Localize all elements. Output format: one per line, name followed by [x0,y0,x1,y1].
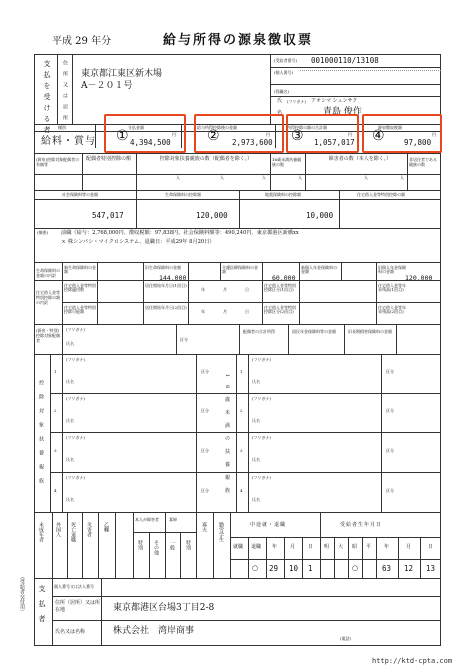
care-amount: 60,000 [272,274,296,282]
payer-phone-label: (電話) [340,636,352,641]
mid-col-month: 月 [290,544,296,550]
birth-col-year: 年 [384,544,390,550]
kubun-label: 区分 [201,488,209,493]
mid-retire-value: ○ [252,564,259,572]
yen-unit: 円 [266,132,270,137]
social-insurance-amount: 547,017 [92,211,124,220]
person-unit: 人 [220,175,224,180]
old-life-label: 旧生命保険料の金額 [145,265,181,270]
birth-showa-value: ○ [352,564,359,572]
birth-year-value: 63 [382,564,392,573]
loan-item: 住宅借入金等年末残高(2回目) [378,305,406,314]
new-pension-label: 新個人年金保険料の金額 [301,265,337,274]
birth-day-value: 13 [426,564,436,573]
kubun-label: 区分 [386,408,394,413]
sub-special: 特別 [185,540,191,550]
furigana-label: (フリガナ) [66,357,85,362]
loan-item: 住宅借入金等特別控除適用数 [64,283,96,292]
furigana-label: (フリガナ) [252,435,271,440]
birth-col-showa: 昭 [352,544,358,550]
payee-address-line2: A－２０１号 [81,81,133,91]
summary-line2: ｘ 株シンパシ・マイクロシステム、退職日：平成29年 8月20日） [61,239,215,245]
col1-label: 支払金額 [128,125,144,130]
tax-year: 平成 29 年分 [52,36,112,47]
mid-col-retire: 退職 [251,544,262,550]
person-unit: 人 [262,175,266,180]
furigana-label: (フリガナ) [287,99,306,104]
payer-name: 株式会社 湾岸商事 [113,626,195,636]
birth-col-meiji: 明 [324,544,330,550]
life-label: 生命保険料の控除額 [165,192,201,197]
dep-index: 1 [240,369,243,374]
name-label-bottom: 名 [277,110,283,116]
payee-name: 青島 俊作 [323,107,362,117]
yen-unit: 円 [348,132,352,137]
nonres-label: 非居住者である親族の数 [409,157,437,168]
birth-label: 受給者生年月日 [340,522,383,528]
birth-col-heisei: 平 [366,544,372,550]
person-unit: 人 [400,175,404,180]
loan-item: 住宅借入金等特別控除区分(2回目) [264,305,296,314]
birth-col-month: 月 [406,544,412,550]
furigana-label: (フリガナ) [66,435,85,440]
dep-index: 1 [54,369,57,374]
document-title: 給与所得の源泉徴収票 [163,33,314,48]
date-unit: 月 [223,309,227,314]
birth-col-taisho: 大 [338,544,344,550]
dependents-right-label: 16歳未満の扶養親族 [224,374,230,501]
furigana-label: (フリガナ) [66,475,85,480]
name-label: 氏名 [66,341,74,346]
payer-address: 東京都港区台場3丁目2-8 [113,603,215,613]
kubun-label: 区分 [386,488,394,493]
spouse-special-label: 配偶者特別控除の額 [86,156,132,162]
payee-furigana: アオシマ シュンサク [311,98,358,104]
mid-col-hire: 就職 [233,544,244,550]
mid-col-year: 年 [272,544,278,550]
dep-index: 4 [54,488,57,493]
withholding-tax: 97,800 [404,138,432,147]
status-disaster: 災害者 [86,522,92,537]
payee-side-label: 支払を受ける者 [43,60,51,137]
marker-3: ③ [291,128,304,144]
name-label: 氏名 [252,497,260,502]
person-unit: 人 [298,175,302,180]
disabled-label: 障害者の数（本人を除く。） [328,156,392,162]
status-widow: 寡婦 [169,517,177,522]
mid-col-day: 日 [308,544,314,550]
furigana-label: (フリガナ) [66,396,85,401]
col3-label: 所得控除の額の合計額 [287,125,327,130]
date-unit: 日 [245,287,249,292]
kubun-label: 区分 [201,369,209,374]
personal-no-label: (個人番号) [274,70,294,75]
name-label: 氏名 [252,379,260,384]
old-life-amount: 144,000 [159,274,187,282]
name-label: 氏名 [66,457,74,462]
status-otsu: 乙欄 [103,522,109,532]
mid-year-value: 29 [269,564,279,573]
role-label: (役職名) [274,89,290,94]
dep-index: 3 [240,448,243,453]
new-life-label: 新生命保険料の金額 [64,265,96,274]
loan-item: 居住開始年月日(1回目) [145,283,187,288]
quake-label: 地震保険料の控除額 [265,192,301,197]
furigana-label: (フリガナ) [252,396,271,401]
summary-line1: 前職（給与：2,768,000円、徴収税額：97,838円、社会保険料額等：490,240円、東京都港区新橋xx [61,230,299,236]
loan-label: 住宅借入金等特別控除の額 [357,192,405,197]
name-label: 氏名 [252,418,260,423]
total-deductions: 1,057,017 [314,138,355,147]
income-type: 給料・賞与 [41,136,96,147]
birth-month-value: 12 [404,564,414,573]
recipient-no: 001000110/13108 [311,56,379,65]
loan-item: 住宅借入金等年末残高(1回目) [378,283,406,292]
old-pension-label: 旧個人年金保険料の金額 [378,265,406,274]
payer-address-label: 住所（居所）又は所在地 [55,600,101,613]
mid-day-value: 1 [308,564,313,573]
yen-unit: 円 [172,132,176,137]
payer-no-label: 個人番号又は法人番号 [54,584,94,589]
marker-2: ② [207,128,220,144]
status-death: 死亡退職 [70,522,76,542]
furigana-label: (フリガナ) [66,327,85,332]
summary-label: (摘要) [37,230,49,235]
dep-index: 3 [54,448,57,453]
payer-side-label: （受給者交付用） [19,574,25,614]
name-label: 氏名 [66,379,74,384]
status-self-disabled: 本人が障害者 [135,517,159,522]
loan-item: 住宅借入金等特別控除可能額 [64,305,96,314]
sub-other: その他 [153,540,159,555]
person-unit: 人 [176,175,180,180]
name-label: 氏名 [66,418,74,423]
type-label: 種別 [58,125,66,130]
col2-label: 給与所得控除後の金額 [197,125,237,130]
kubun-label: 区分 [386,369,394,374]
marker-1: ① [116,128,129,144]
furigana-label: (フリガナ) [252,475,271,480]
payee-address-line1: 東京都江東区新木場 [81,69,163,79]
insurance-row-label: 生命保険料の金額の内訳 [36,268,60,279]
birth-col-day: 日 [428,544,434,550]
spouse-income-label: 配偶者の合計所得 [243,329,275,334]
kubun-label: 区分 [180,337,188,342]
name-label: 氏名 [252,457,260,462]
status-minor: 未成年者 [38,522,44,542]
income-after-deduction: 2,973,600 [232,138,273,147]
status-widower: 寡夫 [201,522,207,532]
payer-name-label: 氏名又は名称 [55,629,86,635]
loan-item: 住宅借入金等特別控除区分(1回目) [264,283,296,292]
date-unit: 日 [245,309,249,314]
under16-label: 16歳未満扶養親族の数 [272,157,302,168]
life-insurance-amount: 120,000 [196,211,228,220]
sub-general: 一般 [169,540,175,550]
footer-url[interactable]: http://ktd-cpta.com [372,657,453,665]
mid-label: 中途就・退職 [250,522,287,528]
spouse-label: (源泉)控除対象配偶者の有無等 [36,157,80,168]
date-unit: 月 [223,287,227,292]
care-label: 介護医療保険料の金額 [222,265,258,274]
marker-4: ④ [372,128,385,144]
kubun-label: 区分 [201,448,209,453]
date-unit: 年 [201,309,205,314]
address-label: 住所又は居所 [62,60,68,126]
payment-amount: 4,394,500 [130,138,171,147]
spouse-row-label: (源泉・特別)控除対象配偶者 [36,328,60,344]
name-label: 氏名 [66,497,74,502]
col4-label: 源泉徴収税額 [378,125,402,130]
recipient-no-label: (受給者番号) [274,58,298,63]
loan-row-label: 住宅借入金等特別控除の額の内訳 [36,290,60,306]
quake-insurance-amount: 10,000 [306,211,334,220]
dep-index: 4 [240,488,243,493]
person-unit: 人 [364,175,368,180]
payer-label: 支払者 [38,585,46,630]
yen-unit: 円 [432,132,436,137]
long-term-label: 旧長期損害保険料の金額 [348,329,392,334]
status-student: 勤労学生 [218,522,224,542]
date-unit: 年 [201,287,205,292]
mid-month-value: 10 [289,564,299,573]
social-label: 社会保険料等の金額 [62,192,98,197]
status-foreigner: 外国人 [55,522,61,537]
old-pension-amount: 120,000 [405,274,433,282]
dependents-label: 控除対象扶養親族の数（配偶者を除く。） [159,156,253,162]
name-label-top: 氏 [277,98,283,104]
kubun-label: 区分 [201,408,209,413]
kubun-label: 区分 [386,448,394,453]
sub-special: 特別 [137,540,143,550]
loan-item: 居住開始年月日(2回目) [145,305,187,310]
pension-label: 国民年金保険料等の金額 [292,329,336,334]
furigana-label: (フリガナ) [252,357,271,362]
dep-index: 2 [240,408,243,413]
dep-index: 2 [54,408,57,413]
dependents-left-label: 控除対象扶養親族 [38,380,44,492]
